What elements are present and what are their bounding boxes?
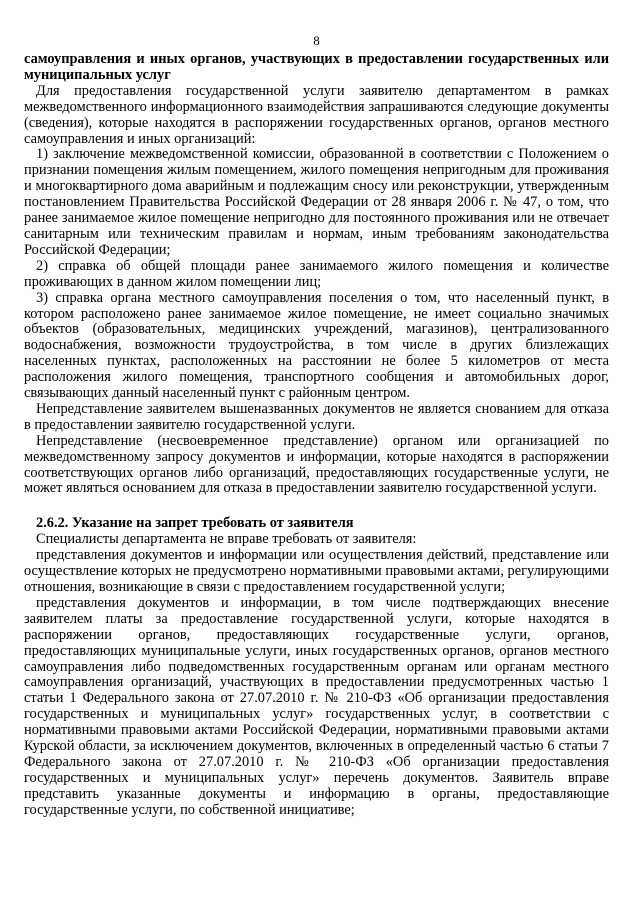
paragraph-prohibition-2: представления документов и информации, в том числе подтверждающих внесение заявителем платы за предоставление государственной услуги, которые находятся в распоряжении органов, предоставляющих государственные услуги, органов, предоставляющих муниципальные услуги, иных государственных органов, органов местного самоуправления либо подведомственных государственным органам или органам местного самоуправления организаций, участвующих в предоставлении предусмотренных частью 1 статьи 1 Федерального закона от 27.07.2010 г. № 210-ФЗ «Об организации предоставления государственных и муниципальных услуг» государственных услуг, в соответствии с нормативными правовыми актами Российской Федерации, нормативными правовыми актами Курской области, за исключением документов, включенных в определенный частью 6 статьи 7 Федерального закона от 27.07.2010 г. № 210-ФЗ «Об организации предоставления государственных и муниципальных услуг» перечень документов. Заявитель вправе представить указанные документы и информацию в органы, предоставляющие государственные услуги, по собственной инициативе;	[24, 594, 609, 818]
paragraph-item-1: 1) заключение межведомственной комиссии, образованной в соответствии с Положением о признании помещения жилым помещением, жилого помещения непригодным для проживания и многоквартирного дома аварийным и подлежащим сносу или реконструкции, утвержденным постановлением Правительства Российской Федерации от 28 января 2006 г. № 47, о том, что ранее занимаемое жилое помещение непригодно для постоянного проживания или не отвечает санитарным или техническим правилам и нормам, иным требованиям законодательства Российской Федерации;	[24, 146, 609, 258]
section-spacer	[24, 497, 609, 516]
paragraph-intro: Для предоставления государственной услуги заявителю департаментом в рамках межведомственного информационного взаимодействия запрашиваются следующие документы (сведения), которые находятся в распоряжении государственных органов, органов местного самоуправления и иных организаций:	[24, 82, 609, 147]
page-number: 8	[313, 33, 320, 48]
heading-continuation: самоуправления и иных органов, участвующих в предоставлении государственных или муниципальных услуг	[24, 51, 609, 83]
paragraph-prohibition-intro: Специалисты департамента не вправе требовать от заявителя:	[36, 531, 417, 548]
paragraph-interagency-nonsubmission: Непредставление (несвоевременное представление) органом или организацией по межведомственному запросу документов и информации, которые находятся в распоряжении соответствующих органов либо организаций, предоставляющих государственные услуги, не может являться основанием для отказа в предоставлении заявителю государственной услуги.	[24, 432, 609, 497]
paragraph-item-2: 2) справка об общей площади ранее занимаемого жилого помещения и количестве проживающих в данном жилом помещении лиц;	[24, 257, 609, 290]
paragraph-prohibition-1: представления документов и информации или осуществления действий, представление или осуществление которых не предусмотрено нормативными правовыми актами, регулирующими отношения, возникающие в связи с предоставлением государственной услуги;	[24, 547, 609, 595]
section-heading: 2.6.2. Указание на запрет требовать от заявителя	[36, 515, 354, 532]
paragraph-nonsubmission: Непредставление заявителем вышеназванных документов не является снованием для отказа в предоставлении заявителю государственной услуги.	[24, 400, 609, 433]
paragraph-item-3: 3) справка органа местного самоуправления поселения о том, что населенный пункт, в котором расположено ранее занимаемое жилое помещение, не имеет социально значимых объектов (образовательных, медицинских учреждений, магазинов), централизованного водоснабжения, возможности трудоустройства, в том числе в других близлежащих населенных пунктах, расположенных на расстоянии не более 5 километров от места расположения жилого помещения, транспортного сообщения и автомобильных дорог, связывающих данный населенный пункт с районным центром.	[24, 289, 609, 402]
